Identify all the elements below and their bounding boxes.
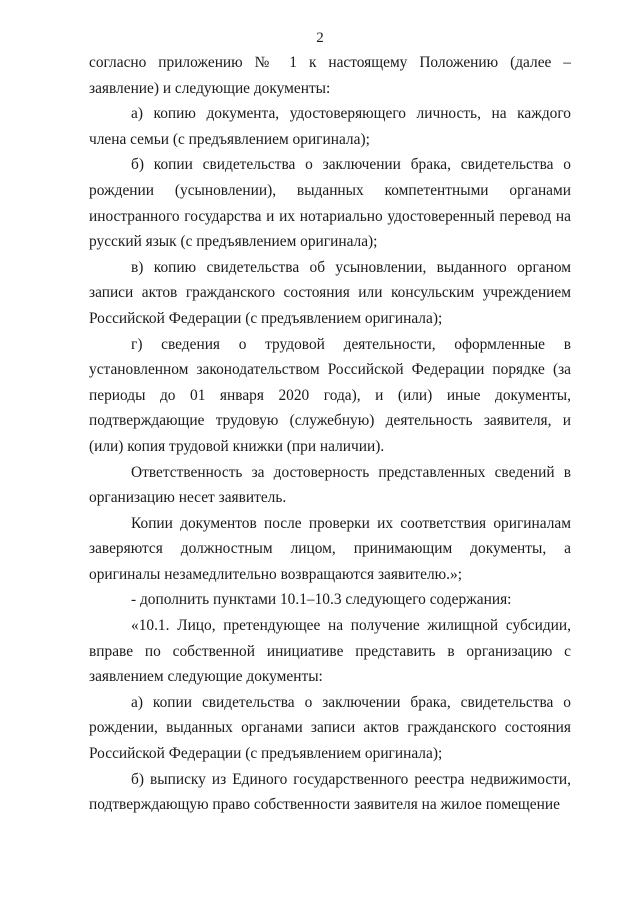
- paragraph-item-a: а) копию документа, удостоверяющего личность, на каждого члена семьи (с предъявлением оригинала);: [89, 105, 571, 148]
- paragraph-item-v: в) копию свидетельства об усыновлении, выданного органом записи актов гражданского состояния или консульским учреждением Российской Федерации (с предъявлением оригинала);: [89, 258, 571, 327]
- page-number: 2: [316, 30, 324, 46]
- paragraph-copies: Копии документов после проверки их соответствия оригиналам заверяются должностным лицом, принимающим документы, а оригиналы незамедлительно возвращаются заявителю.»;: [89, 514, 571, 583]
- paragraph-10-1: «10.1. Лицо, претендующее на получение жилищной субсидии, вправе по собственной инициативе представить в организацию с заявлением следующие документы:: [89, 617, 571, 686]
- document-body: [89, 50, 571, 818]
- paragraph-item-g: г) сведения о трудовой деятельности, оформленные в установленном законодательством Российской Федерации порядке (за периоды до 01 января 2020 года), и (или) иные документы, подтверждающие трудовую (служебную) деятельность заявителя, и (или) копия трудовой книжки (при наличии).: [89, 335, 571, 455]
- paragraph-10-1-a: а) копии свидетельства о заключении брака, свидетельства о рождении, выданных органами записи актов гражданского состояния Российской Федерации (с предъявлением оригинала);: [89, 693, 571, 763]
- paragraph-intro: согласно приложению № 1 к настоящему Положению (далее – заявление) и следующие документы:: [89, 54, 571, 97]
- paragraph-amendment: - дополнить пунктами 10.1–10.3 следующего содержания:: [131, 591, 512, 609]
- paragraph-10-1-b: б) выписку из Единого государственного реестра недвижимости, подтверждающую право собственности заявителя на жилое помещение: [89, 770, 571, 814]
- paragraph-responsibility: Ответственность за достоверность представленных сведений в организацию несет заявитель.: [89, 463, 571, 507]
- paragraph-item-b: б) копии свидетельства о заключении брака, свидетельства о рождении (усыновлении), выданных компетентными органами иностранного государства и их нотариально удостоверенный перевод на русский язык (с предъявлением оригинала);: [89, 156, 571, 251]
